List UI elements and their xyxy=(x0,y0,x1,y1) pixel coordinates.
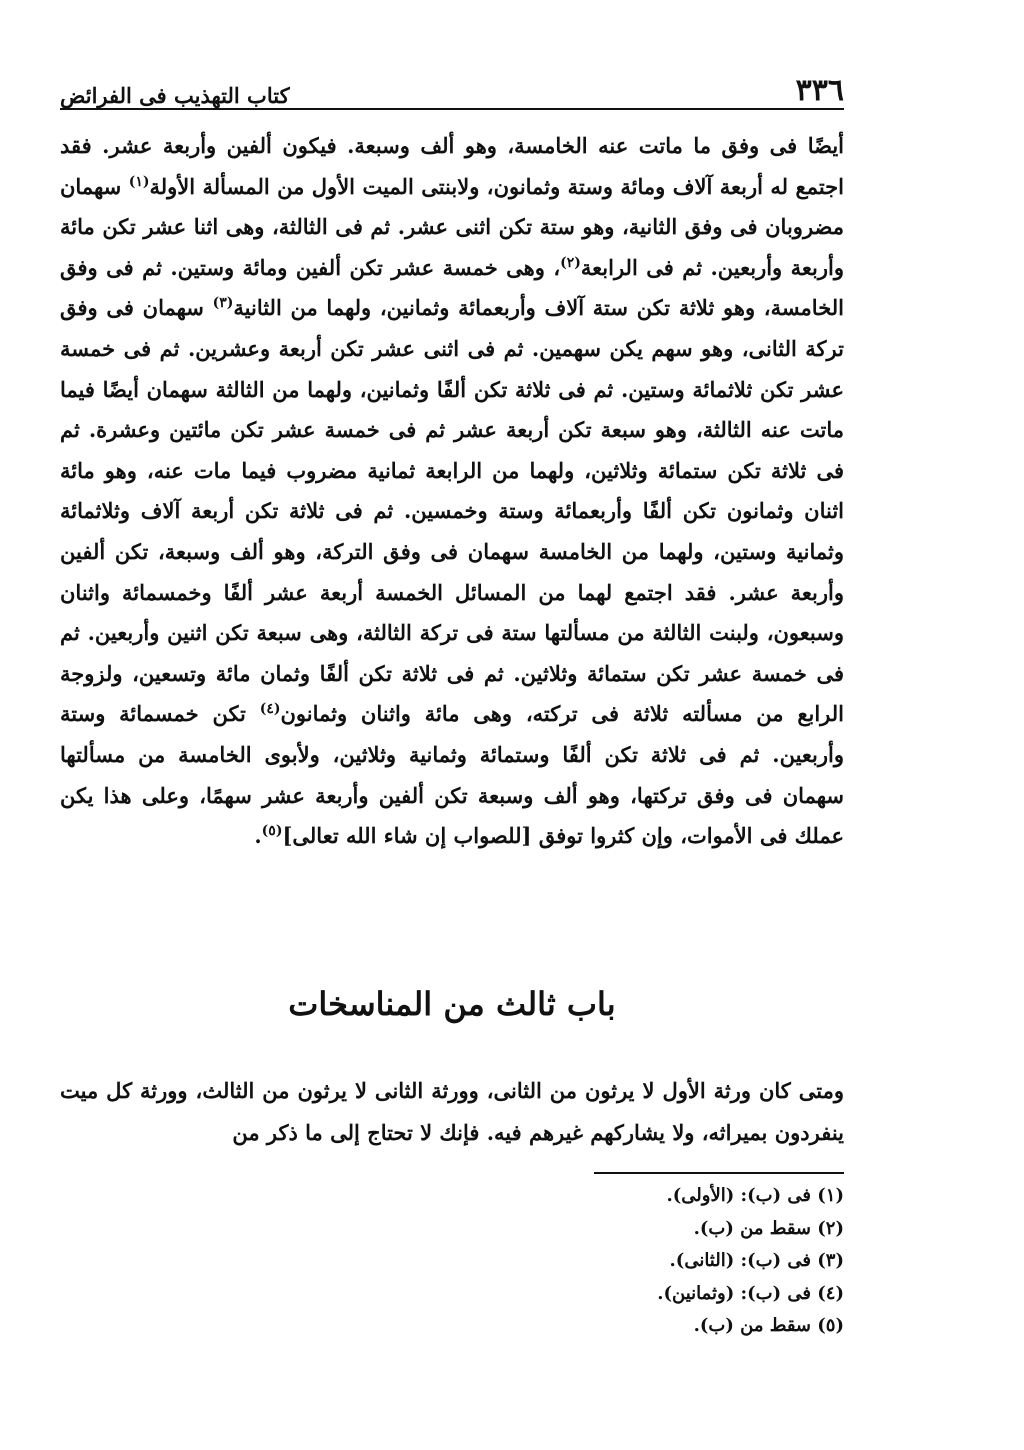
footnote-1: (١) فى (ب): (الأولى). xyxy=(666,1185,844,1206)
footnote-2: (٢) سقط من (ب). xyxy=(693,1217,844,1239)
footnotes-list xyxy=(657,1180,844,1343)
page-number: ٣٣٦ xyxy=(795,73,844,108)
footnote-ref-2[interactable]: (٢) xyxy=(560,254,581,271)
footnote-4: (٤) فى (ب): (وثمانين). xyxy=(657,1282,844,1304)
second-paragraph: ومتى كان ورثة الأول لا يرثون من الثانى، وورثة الثانى لا يرثون من الثالث، وورثة كل ميت ينفردون بميراثه، ولا يشاركهم غيرهم فيه. فإنك لا تحتاج إلى ما ذكر من xyxy=(60,1078,844,1145)
header-rule xyxy=(60,108,844,110)
text-segment: . xyxy=(254,823,262,849)
text-segment: سهمان مضروبان فى وفق الثانية، وهو ستة تكن اثنى عشر. ثم فى الثالثة، وهى اثنا عشر تكن مائة وأربعة وأربعين. ثم فى الرابعة xyxy=(60,173,844,280)
page-header xyxy=(60,62,844,106)
text-segment: ، وهى خمسة عشر تكن ألفين ومائة وستين. ثم فى وفق الخامسة، وهو ثلاثة تكن ستة آلاف وأربعمائة وثمانين، ولهما من الثانية xyxy=(60,254,844,321)
main-paragraph xyxy=(60,126,844,857)
text-segment: تكن خمسمائة وستة وأربعين. ثم فى ثلاثة تكن ألفًا وستمائة وثمانية وثلاثين، ولأبوى الخامسة من مسألتها سهمان فى وفق تركتها، وهو ألف وسبعة تكن ألفين وأربعة عشر سهمًا، وعلى هذا يكن عملك فى الأموات، وإن كثروا توفق [للصواب إن شاء الله تعالى] xyxy=(60,701,844,849)
footnote-ref-5[interactable]: (٥) xyxy=(261,823,283,840)
footnote-3: (٣) فى (ب): (الثانى). xyxy=(669,1250,844,1271)
text-segment: سهمان فى وفق تركة الثانى، وهو سهم يكن سهمين. ثم فى اثنى عشر تكن أربعة وعشرين. ثم فى خمسة عشر تكن ثلاثمائة وستين. ثم فى ثلاثة تكن ألفًا وثمانين، ولهما من الثالثة سهمان أيضًا فيما ماتت عنه الثالثة، وهو سبعة تكن أربعة عشر ثم فى خمسة عشر تكن مائتين وعشرة. ثم فى ثلاثة تكن ستمائة وثلاثين، ولهما من الرابعة ثمانية مضروب فيما مات عنه، وهو مائة اثنان وثمانون تكن ألفًا وأربعمائة وستة وخمسين. ثم فى ثلاثة تكن أربعة آلاف وثلاثمائة وثمانية وستين، ولهما من الخامسة سهمان فى وفق التركة، وهو ألف وسبعة، تكن ألفين وأربعة عشر. فقد اجتمع لهما من المسائل الخمسة أربعة عشر ألفًا وخمسمائة واثنان وسبعون، ولبنت الثالثة من مسألتها ستة فى تركة الثالثة، وهى سبعة تكن اثنين وأربعين. ثم فى خمسة عشر تكن ستمائة وثلاثين. ثم فى ثلاثة تكن ألفًا وثمان مائة وتسعين، ولزوجة الرابع من مسألته ثلاثة فى تركته، وهى مائة واثنان وثمانون xyxy=(60,295,844,727)
footnote-ref-3[interactable]: (٣) xyxy=(212,295,234,312)
footnote-ref-1[interactable]: (١) xyxy=(128,173,150,190)
running-title: كتاب التهذيب فى الفرائض xyxy=(60,83,290,108)
footnote-ref-4[interactable]: (٤) xyxy=(259,701,281,718)
text-segment: أيضًا فى وفق ما ماتت عنه الخامسة، وهو ألف وسبعة. فيكون ألفين وأربعة عشر. فقد اجتمع له أربعة آلاف ومائة وستة وثمانون، ولابنتى الميت الأول من المسألة الأولة xyxy=(60,133,844,199)
section-title: باب ثالث من المناسخات xyxy=(288,985,616,1023)
footnote-5: (٥) سقط من (ب). xyxy=(693,1315,844,1336)
footnote-rule xyxy=(594,1172,844,1174)
